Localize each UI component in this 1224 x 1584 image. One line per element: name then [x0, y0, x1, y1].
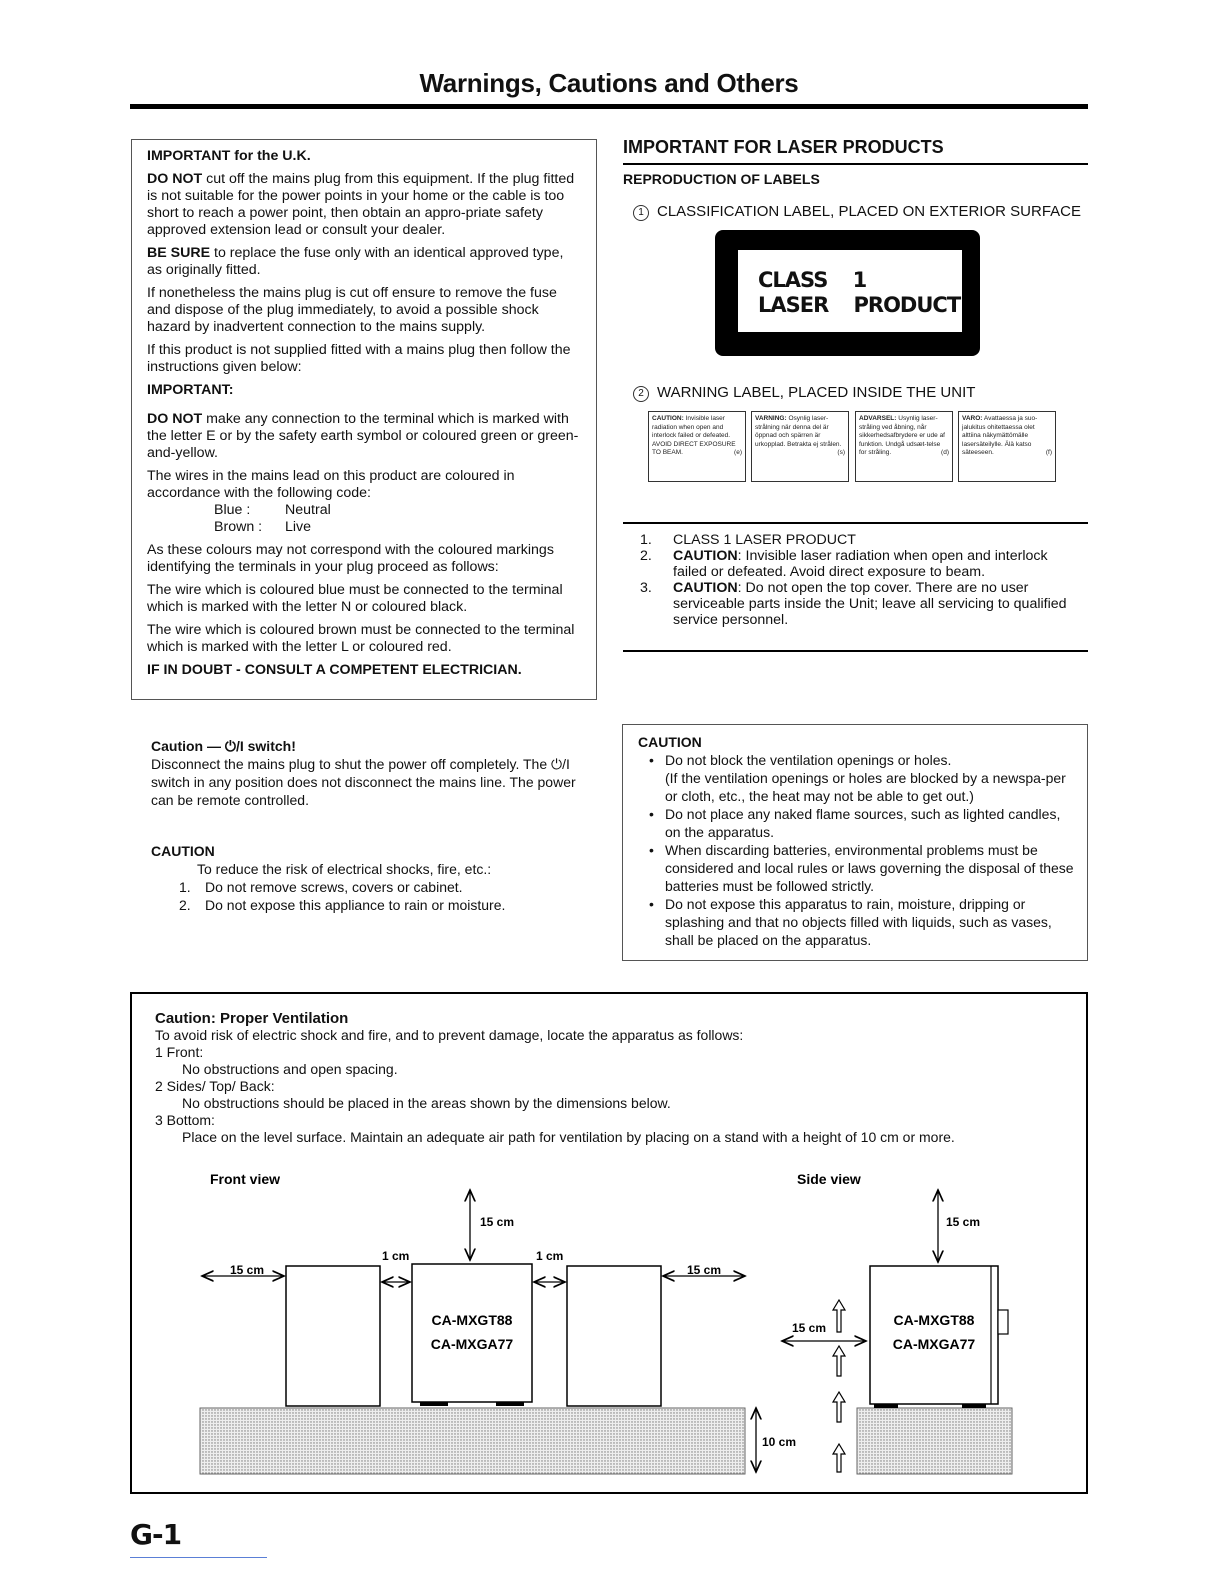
- ventilation-item-3: 3 Bottom:: [155, 1112, 215, 1128]
- class-line-2: LASER PRODUCT: [758, 293, 961, 317]
- gap-label-left: 1 cm: [382, 1249, 410, 1263]
- laser-heading: IMPORTANT FOR LASER PRODUCTS: [623, 137, 944, 157]
- list-item: 2. CAUTION: Invisible laser radiation when open and interlock failed or defeated. Avoid direct exposure to beam.: [640, 548, 1048, 580]
- list-top-rule: [623, 522, 1088, 524]
- gap-label-right: 1 cm: [536, 1249, 564, 1263]
- side-top-clearance-label: 15 cm: [946, 1215, 981, 1229]
- warning-label-fi: VARO: Avattaessa ja suo-jalukitus ohitettaessa olet alttiina näkymättömälle lasersäteilylle. Älä katso säteeseen. (f): [958, 411, 1056, 482]
- ventilation-item-3-sub: Place on the level surface. Maintain an adequate air path for ventilation by placing on a stand with a height of 10 cm or more.: [182, 1129, 955, 1145]
- ventilation-item-2-sub: No obstructions should be placed in the areas shown by the dimensions below.: [182, 1095, 671, 1111]
- uk-heading: IMPORTANT for the U.K.: [147, 148, 311, 164]
- uk-para-4: If this product is not supplied fitted with a mains plug then follow the instructions given below:: [147, 342, 571, 375]
- class-line-1: CLASS 1: [758, 268, 867, 292]
- front-floor-shading: [200, 1408, 745, 1474]
- list-item: • Do not place any naked flame sources, such as lighted candles, on the apparatus.: [649, 806, 1061, 840]
- list-bottom-rule: [623, 650, 1088, 652]
- uk-para-2: BE SURE to replace the fuse only with an identical approved type, as originally fitted.: [147, 245, 564, 278]
- list-item: 3. CAUTION: Do not open the top cover. There are no user serviceable parts inside the Unit; leave all servicing to qualified service personnel.: [640, 580, 1067, 628]
- switch-caution: [151, 737, 591, 809]
- uk-brown: Brown : Live: [214, 519, 312, 535]
- label-meaning-list: [640, 532, 1080, 628]
- uk-para-7: As these colours may not correspond with the coloured markings identifying the terminals in your plug proceed as follows:: [147, 542, 554, 575]
- page-number: G-1: [130, 1518, 182, 1551]
- list-item: • When discarding batteries, environmental problems must be considered and local rules or laws governing the disposal of these batteries must be followed strictly.: [649, 842, 1074, 894]
- warning-label-sv: VARNING: Osynlig laser-strålning när denna del är öppnad och spärren är urkopplad. Betrakta ej strålen. (s): [751, 411, 849, 482]
- ventilation-text: [155, 1010, 1075, 1146]
- airflow-arrow-icon: [833, 1392, 845, 1422]
- top-clearance-label: 15 cm: [480, 1215, 515, 1229]
- bottom-clearance-label: 10 cm: [762, 1435, 797, 1449]
- front-model-2: CA-MXGA77: [430, 1336, 514, 1352]
- uk-para-6: The wires in the mains lead on this product are coloured in accordance with the following code:: [147, 468, 515, 501]
- reproduction-heading: REPRODUCTION OF LABELS: [623, 171, 820, 187]
- caution-shock-intro: To reduce the risk of electrical shocks, fire, etc.:: [197, 861, 492, 877]
- uk-para-9: The wire which is coloured brown must be connected to the terminal which is marked with the letter L or coloured red.: [147, 622, 575, 655]
- list-item: 1. Do not remove screws, covers or cabinet.: [179, 879, 463, 895]
- side-unit-connector: [998, 1310, 1008, 1334]
- label2-caption: 2 WARNING LABEL, PLACED INSIDE THE UNIT: [633, 384, 975, 402]
- circled-two: 2: [633, 386, 649, 402]
- side-unit: [870, 1266, 998, 1404]
- airflow-arrow-icon: [833, 1346, 845, 1376]
- warning-label-da: ADVARSEL: Usynlig laser-stråling ved åbning, når sikkerhedsafbrydere er ude af funktion. Undgå udsæt-telse for stråling. (d): [855, 411, 953, 482]
- laser-rule: [623, 163, 1088, 165]
- warning-label-en: CAUTION: Invisible laser radiation when open and interlock failed or defeated. AVOID DIRECT EXPOSURE TO BEAM. (e): [648, 411, 746, 482]
- side-model-1: CA-MXGT88: [893, 1312, 975, 1328]
- ventilation-diagram: [130, 1160, 1088, 1490]
- side-view-label: Side view: [797, 1171, 861, 1187]
- right-clearance-label: 15 cm: [687, 1263, 722, 1277]
- page-title: Warnings, Cautions and Others: [419, 68, 799, 98]
- uk-para-10: IF IN DOUBT - CONSULT A COMPETENT ELECTRICIAN.: [147, 662, 522, 678]
- list-item: 1. CLASS 1 LASER PRODUCT: [640, 532, 856, 548]
- unit-foot: [496, 1402, 524, 1406]
- uk-para-1: DO NOT cut off the mains plug from this equipment. If the plug fitted is not suitable for the power points in your home or the cable is too short to reach a power point, then obtain an appro-priate safety approved extension lead or consult your dealer.: [147, 171, 575, 238]
- airflow-arrow-icon: [833, 1300, 845, 1332]
- list-item: • Do not expose this apparatus to rain, moisture, dripping or splashing and that no objects filled with liquids, such as vases, shall be placed on the apparatus.: [649, 896, 1052, 948]
- list-item: 2. Do not expose this appliance to rain or moisture.: [179, 897, 506, 913]
- main-unit: [412, 1264, 532, 1402]
- ventilation-heading: Caution: Proper Ventilation: [155, 1010, 349, 1027]
- uk-para-5: DO NOT make any connection to the terminal which is marked with the letter E or by the safety earth symbol or coloured green or green-and-yellow.: [147, 411, 579, 461]
- class-label: [738, 250, 962, 332]
- switch-heading: Caution — ⏻/I switch!: [151, 738, 296, 754]
- side-front-clearance-label: 15 cm: [792, 1321, 827, 1335]
- unit-foot: [420, 1402, 448, 1406]
- uk-important: IMPORTANT:: [147, 382, 234, 398]
- caution-box: [622, 724, 1088, 961]
- switch-text: Disconnect the mains plug to shut the power off completely. The ⏻/I switch in any position does not disconnect the mains line. The power can be remote controlled.: [151, 756, 576, 808]
- title-rule: [130, 104, 1088, 109]
- front-view-label: Front view: [210, 1171, 281, 1187]
- right-speaker: [567, 1266, 661, 1406]
- uk-para-3: If nonetheless the mains plug is cut off ensure to remove the fuse and dispose of the plug immediately, to avoid a possible shock hazard by inadvertent connection to the mains supply.: [147, 285, 557, 335]
- uk-notice-box: [131, 139, 597, 700]
- ventilation-item-2: 2 Sides/ Top/ Back:: [155, 1078, 275, 1094]
- list-item: • Do not block the ventilation openings or holes. (If the ventilation openings or holes are blocked by a newspa-per or cloth, etc., the heat may not be able to get out.): [649, 752, 1066, 804]
- left-clearance-label: 15 cm: [230, 1263, 265, 1277]
- bottom-link-line: [130, 1557, 267, 1558]
- caution-shock: [151, 842, 591, 914]
- unit-foot: [962, 1404, 986, 1408]
- uk-para-8: The wire which is coloured blue must be connected to the terminal which is marked with the letter N or coloured black.: [147, 582, 563, 615]
- side-floor-shading: [857, 1408, 1012, 1474]
- left-speaker: [286, 1266, 380, 1406]
- label1-caption: 1 CLASSIFICATION LABEL, PLACED ON EXTERIOR SURFACE: [633, 203, 1081, 221]
- circled-one: 1: [633, 205, 649, 221]
- front-model-1: CA-MXGT88: [431, 1312, 513, 1328]
- ventilation-item-1: 1 Front:: [155, 1044, 204, 1060]
- airflow-arrows: [833, 1300, 845, 1472]
- caution-shock-heading: CAUTION: [151, 843, 215, 859]
- ventilation-intro: To avoid risk of electric shock and fire, and to prevent damage, locate the apparatus as follows:: [155, 1027, 744, 1043]
- side-model-2: CA-MXGA77: [892, 1336, 976, 1352]
- caution-box-heading: CAUTION: [638, 734, 702, 750]
- ventilation-item-1-sub: No obstructions and open spacing.: [182, 1061, 398, 1077]
- uk-blue: Blue : Neutral: [214, 502, 331, 518]
- airflow-arrow-icon: [833, 1444, 845, 1472]
- unit-foot: [874, 1404, 898, 1408]
